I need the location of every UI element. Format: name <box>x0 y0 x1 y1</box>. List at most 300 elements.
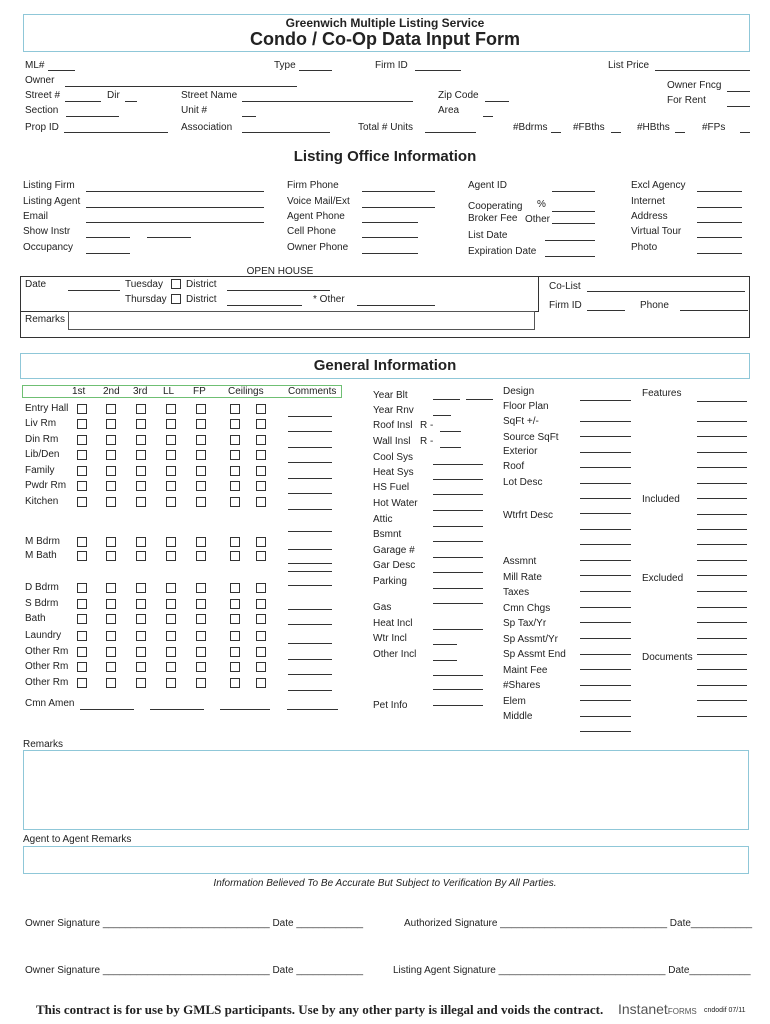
room-c5-checkbox-1[interactable] <box>106 662 116 672</box>
association-input[interactable] <box>242 121 330 133</box>
agent-phone-input[interactable] <box>362 211 418 223</box>
right1-input-8[interactable] <box>580 518 631 530</box>
far-input-4[interactable] <box>697 456 747 468</box>
form-title: Condo / Co-Op Data Input Form <box>250 29 520 49</box>
room-c1-checkbox-4[interactable] <box>196 599 206 609</box>
col-1st: 1st <box>72 386 86 397</box>
room-c3-checkbox-1[interactable] <box>106 631 116 641</box>
room-a1-checkbox-3[interactable] <box>166 419 176 429</box>
cmn-amen-label: Cmn Amen <box>25 698 75 709</box>
room-c4-checkbox-3[interactable] <box>166 647 176 657</box>
ml-input[interactable] <box>48 59 75 71</box>
room-a2-comment[interactable] <box>288 436 332 448</box>
voice-mail-input[interactable] <box>362 196 435 208</box>
right1-input-1[interactable] <box>580 410 631 422</box>
room-c3-checkbox-5[interactable] <box>230 631 240 641</box>
far-input-16[interactable] <box>697 643 747 655</box>
room-a0-checkbox-1[interactable] <box>106 404 116 414</box>
far-input-12[interactable] <box>697 580 747 592</box>
room-a6-checkbox-1[interactable] <box>106 497 116 507</box>
excl-agency-input[interactable] <box>697 180 742 192</box>
room-a6-checkbox-5[interactable] <box>230 497 240 507</box>
room-c4-checkbox-0[interactable] <box>77 647 87 657</box>
oh-date-input[interactable] <box>68 279 120 291</box>
room-a4-checkbox-1[interactable] <box>106 466 116 476</box>
room-a3-checkbox-4[interactable] <box>196 450 206 460</box>
co-phone-label: Phone <box>640 300 669 311</box>
room-a3-comment[interactable] <box>288 451 332 463</box>
room-c3-checkbox-4[interactable] <box>196 631 206 641</box>
mid-input-0[interactable] <box>433 453 483 465</box>
photo-input[interactable] <box>697 242 742 254</box>
section-input[interactable] <box>66 105 119 117</box>
room-a0-checkbox-3[interactable] <box>166 404 176 414</box>
zip-input[interactable] <box>485 90 509 102</box>
room-a2-checkbox-5[interactable] <box>230 435 240 445</box>
room-c2-checkbox-5[interactable] <box>230 614 240 624</box>
mid-label-7: Hot Water <box>373 498 418 509</box>
right1-input-10[interactable] <box>580 549 631 561</box>
co-firm-id-label: Firm ID <box>549 300 582 311</box>
pet-info-input[interactable] <box>433 694 483 706</box>
room-a4-checkbox-4[interactable] <box>196 466 206 476</box>
brand-forms: FORMS <box>667 1007 697 1016</box>
room-a1-checkbox-4[interactable] <box>196 419 206 429</box>
col-comments: Comments <box>288 386 337 397</box>
listing-office-title: Listing Office Information <box>293 148 477 165</box>
far-input-10[interactable] <box>697 549 747 561</box>
broker-fee-pct-input[interactable] <box>552 200 595 212</box>
virtual-tour-input[interactable] <box>697 226 742 238</box>
internet-label: Internet <box>631 196 665 207</box>
room-c5-checkbox-3[interactable] <box>166 662 176 672</box>
mid2-label-2: Wtr Incl <box>373 633 407 644</box>
room-c5-checkbox-4[interactable] <box>196 662 206 672</box>
fbths-input[interactable] <box>611 121 621 133</box>
mid-input-1[interactable] <box>433 468 483 480</box>
mid-label-2: Roof Insl <box>373 420 413 431</box>
firm-id-input[interactable] <box>415 59 461 71</box>
street-no-label: Street # <box>25 90 61 101</box>
room-a4-checkbox-0[interactable] <box>77 466 87 476</box>
room-c1-checkbox-0[interactable] <box>77 599 87 609</box>
right1-input-11[interactable] <box>580 564 631 576</box>
unit-input[interactable] <box>242 105 256 117</box>
room-c4-checkbox-2[interactable] <box>136 647 146 657</box>
right2-input-7[interactable] <box>580 689 631 701</box>
room-a5-checkbox-2[interactable] <box>136 481 146 491</box>
right1-input-6[interactable] <box>580 487 631 499</box>
right1-label-5: Roof <box>503 461 525 472</box>
room-c0-checkbox-0[interactable] <box>77 583 87 593</box>
room-label-a6: Kitchen <box>25 496 59 507</box>
room-c2-checkbox-1[interactable] <box>106 614 116 624</box>
year-rnv-input[interactable] <box>433 404 451 416</box>
far-input-7[interactable] <box>697 503 747 515</box>
bdrms-input[interactable] <box>551 121 561 133</box>
tuesday-checkbox[interactable] <box>171 279 181 289</box>
right1-input-0[interactable] <box>580 389 631 401</box>
right2-input-0[interactable] <box>580 580 631 592</box>
far-input-5[interactable] <box>697 472 747 484</box>
room-a5-checkbox-5[interactable] <box>230 481 240 491</box>
room-label-c0: D Bdrm <box>25 582 59 593</box>
co-list-input[interactable] <box>587 280 745 292</box>
room-a5-checkbox-6[interactable] <box>256 481 266 491</box>
mid-input-3[interactable] <box>433 499 483 511</box>
owner-phone-input[interactable] <box>362 242 418 254</box>
far-input-0[interactable] <box>697 390 747 402</box>
roof-insl-input[interactable] <box>440 420 461 432</box>
far-input-1[interactable] <box>697 410 747 422</box>
room-label-c1: S Bdrm <box>25 598 59 609</box>
room-a4-checkbox-5[interactable] <box>230 466 240 476</box>
disclaimer: Information Believed To Be Accurate But Subject to Verification By All Parties. <box>213 878 557 889</box>
extra-comment-2[interactable] <box>288 574 332 586</box>
thursday-district-label: District <box>186 294 217 305</box>
extra-comment-0[interactable] <box>288 520 332 532</box>
room-a0-checkbox-0[interactable] <box>77 404 87 414</box>
mid-input-4[interactable] <box>433 515 483 527</box>
for-rent-label: For Rent <box>667 95 706 106</box>
room-c6-checkbox-4[interactable] <box>196 678 206 688</box>
fps-label: #FPs <box>702 122 726 133</box>
far-input-6[interactable] <box>697 487 747 499</box>
right2-input-4[interactable] <box>580 643 631 655</box>
room-a4-comment[interactable] <box>288 467 332 479</box>
total-units-input[interactable] <box>425 121 476 133</box>
room-c0-checkbox-6[interactable] <box>256 583 266 593</box>
room-c3-checkbox-2[interactable] <box>136 631 146 641</box>
cmn-amen-input-1[interactable] <box>80 698 134 710</box>
room-a2-checkbox-3[interactable] <box>166 435 176 445</box>
oh-other-label: * Other <box>313 294 345 305</box>
right1-label-3: Source SqFt <box>503 432 559 443</box>
far-input-15[interactable] <box>697 627 747 639</box>
email-input[interactable] <box>86 211 264 223</box>
cmn-amen-input-2[interactable] <box>150 698 204 710</box>
room-a5-checkbox-3[interactable] <box>166 481 176 491</box>
room-label-a5: Pwdr Rm <box>25 480 67 491</box>
right2-label-1: Mill Rate <box>503 572 542 583</box>
room-b1-checkbox-2[interactable] <box>136 551 146 561</box>
room-c2-checkbox-6[interactable] <box>256 614 266 624</box>
room-a3-checkbox-3[interactable] <box>166 450 176 460</box>
room-b1-checkbox-1[interactable] <box>106 551 116 561</box>
room-b0-checkbox-5[interactable] <box>230 537 240 547</box>
room-c5-checkbox-0[interactable] <box>77 662 87 672</box>
thursday-district-input[interactable] <box>227 294 302 306</box>
listing-agent-input[interactable] <box>86 196 264 208</box>
extra-comment-1[interactable] <box>288 560 332 572</box>
right2-input-2[interactable] <box>580 611 631 623</box>
room-a5-checkbox-1[interactable] <box>106 481 116 491</box>
room-a6-checkbox-4[interactable] <box>196 497 206 507</box>
room-a1-checkbox-1[interactable] <box>106 419 116 429</box>
pet-info-label: Pet Info <box>373 700 408 711</box>
room-b1-checkbox-6[interactable] <box>256 551 266 561</box>
room-a4-checkbox-6[interactable] <box>256 466 266 476</box>
room-c3-checkbox-0[interactable] <box>77 631 87 641</box>
cell-phone-input[interactable] <box>362 226 418 238</box>
far-input-9[interactable] <box>697 533 747 545</box>
oh-other-input[interactable] <box>357 294 435 306</box>
room-c3-checkbox-6[interactable] <box>256 631 266 641</box>
tuesday-district-input[interactable] <box>227 279 330 291</box>
extra-comment-4[interactable] <box>288 613 332 625</box>
address-input[interactable] <box>697 211 742 223</box>
thursday-checkbox[interactable] <box>171 294 181 304</box>
room-a2-checkbox-6[interactable] <box>256 435 266 445</box>
broker-fee-label: Broker Fee <box>468 213 518 224</box>
room-b1-checkbox-4[interactable] <box>196 551 206 561</box>
far-input-18[interactable] <box>697 674 747 686</box>
room-b0-comment[interactable] <box>288 538 332 550</box>
show-instr-input-2[interactable] <box>147 226 191 238</box>
expiration-date-input[interactable] <box>545 245 595 257</box>
right2-input-8[interactable] <box>580 705 631 717</box>
room-c6-checkbox-3[interactable] <box>166 678 176 688</box>
room-a0-comment[interactable] <box>288 405 332 417</box>
room-c4-comment[interactable] <box>288 648 332 660</box>
occupancy-input[interactable] <box>86 242 130 254</box>
room-a3-checkbox-2[interactable] <box>136 450 146 460</box>
room-b0-checkbox-6[interactable] <box>256 537 266 547</box>
col-ceilings: Ceilings <box>228 386 264 397</box>
right2-input-9[interactable] <box>580 720 631 732</box>
room-b0-checkbox-1[interactable] <box>106 537 116 547</box>
firm-id-label: Firm ID <box>375 60 408 71</box>
room-c4-checkbox-4[interactable] <box>196 647 206 657</box>
room-label-a2: Din Rm <box>25 434 59 445</box>
agent-id-input[interactable] <box>552 180 595 192</box>
room-b0-checkbox-4[interactable] <box>196 537 206 547</box>
room-a5-checkbox-0[interactable] <box>77 481 87 491</box>
far-input-2[interactable] <box>697 425 747 437</box>
mid-label-9: Bsmnt <box>373 529 402 540</box>
room-c0-checkbox-1[interactable] <box>106 583 116 593</box>
owner-input[interactable] <box>65 75 297 87</box>
room-label-b0: M Bdrm <box>25 536 60 547</box>
listing-firm-input[interactable] <box>86 180 264 192</box>
wtrfrt-label: Wtrfrt Desc <box>503 510 553 521</box>
for-rent-input[interactable] <box>727 95 750 107</box>
room-c3-checkbox-3[interactable] <box>166 631 176 641</box>
right2-input-1[interactable] <box>580 596 631 608</box>
extra-comment-3[interactable] <box>288 598 332 610</box>
show-instr-input[interactable] <box>86 226 130 238</box>
room-b1-checkbox-5[interactable] <box>230 551 240 561</box>
photo-label: Photo <box>631 242 658 253</box>
year-blt-input-2[interactable] <box>466 388 493 400</box>
mid2-input-2[interactable] <box>433 633 457 645</box>
remarks-textarea[interactable] <box>23 750 749 830</box>
room-a6-checkbox-2[interactable] <box>136 497 146 507</box>
mid2-label-0: Gas <box>373 602 392 613</box>
room-c1-checkbox-5[interactable] <box>230 599 240 609</box>
room-c4-checkbox-5[interactable] <box>230 647 240 657</box>
room-a5-checkbox-4[interactable] <box>196 481 206 491</box>
right1-input-2[interactable] <box>580 425 631 437</box>
room-c1-checkbox-6[interactable] <box>256 599 266 609</box>
authorized-signature-line: Authorized Signature ______________________________ Date___________ <box>404 918 753 929</box>
far-input-8[interactable] <box>697 518 747 530</box>
room-c6-checkbox-2[interactable] <box>136 678 146 688</box>
right2-input-6[interactable] <box>580 674 631 686</box>
street-name-input[interactable] <box>242 90 413 102</box>
instanet-logo <box>618 1001 697 1019</box>
room-a2-checkbox-1[interactable] <box>106 435 116 445</box>
hbths-input[interactable] <box>675 121 685 133</box>
mid2-input-0[interactable] <box>433 592 483 604</box>
room-c0-checkbox-4[interactable] <box>196 583 206 593</box>
room-b0-checkbox-3[interactable] <box>166 537 176 547</box>
room-a1-checkbox-6[interactable] <box>256 419 266 429</box>
fps-input[interactable] <box>740 121 750 133</box>
room-a0-checkbox-6[interactable] <box>256 404 266 414</box>
show-instr-label: Show Instr <box>23 226 71 237</box>
co-phone-input[interactable] <box>680 299 748 311</box>
far-input-13[interactable] <box>697 596 747 608</box>
right2-label-2: Taxes <box>503 587 530 598</box>
tuesday-district-label: District <box>186 279 217 290</box>
owner-fncg-input[interactable] <box>727 80 750 92</box>
dir-input[interactable] <box>125 90 137 102</box>
mid-input-5[interactable] <box>433 530 483 542</box>
room-a6-checkbox-0[interactable] <box>77 497 87 507</box>
right1-input-7[interactable] <box>580 502 631 514</box>
room-c4-checkbox-1[interactable] <box>106 647 116 657</box>
room-c0-checkbox-2[interactable] <box>136 583 146 593</box>
cmn-amen-input-4[interactable] <box>287 698 338 710</box>
right2-input-3[interactable] <box>580 627 631 639</box>
room-a3-checkbox-5[interactable] <box>230 450 240 460</box>
room-b1-checkbox-3[interactable] <box>166 551 176 561</box>
room-b1-checkbox-0[interactable] <box>77 551 87 561</box>
room-a2-checkbox-4[interactable] <box>196 435 206 445</box>
wall-insl-input[interactable] <box>440 436 461 448</box>
mid-input-8[interactable] <box>433 577 483 589</box>
room-c1-checkbox-1[interactable] <box>106 599 116 609</box>
far-input-17[interactable] <box>697 658 747 670</box>
type-input[interactable] <box>299 59 332 71</box>
org-name: Greenwich Multiple Listing Service <box>285 16 485 30</box>
room-c3-comment[interactable] <box>288 632 332 644</box>
room-c5-comment[interactable] <box>288 663 332 675</box>
room-a1-checkbox-2[interactable] <box>136 419 146 429</box>
agent-remarks-textarea[interactable] <box>23 846 749 874</box>
excluded-label: Excluded <box>642 573 684 584</box>
room-c5-checkbox-2[interactable] <box>136 662 146 672</box>
room-c6-checkbox-5[interactable] <box>230 678 240 688</box>
far-input-11[interactable] <box>697 564 747 576</box>
room-a1-checkbox-5[interactable] <box>230 419 240 429</box>
far-input-20[interactable] <box>697 705 747 717</box>
room-a0-checkbox-4[interactable] <box>196 404 206 414</box>
room-a3-checkbox-1[interactable] <box>106 450 116 460</box>
features-label: Features <box>642 388 682 399</box>
room-c6-checkbox-1[interactable] <box>106 678 116 688</box>
remarks-label: Remarks <box>23 739 64 750</box>
mid-input-2[interactable] <box>433 483 483 495</box>
room-c6-comment[interactable] <box>288 679 332 691</box>
co-firm-id-input[interactable] <box>587 299 625 311</box>
year-blt-input[interactable] <box>433 388 460 400</box>
room-a3-checkbox-6[interactable] <box>256 450 266 460</box>
street-no-input[interactable] <box>65 90 101 102</box>
room-c5-checkbox-6[interactable] <box>256 662 266 672</box>
room-a0-checkbox-2[interactable] <box>136 404 146 414</box>
room-c2-checkbox-0[interactable] <box>77 614 87 624</box>
right2-label-8: #Shares <box>503 680 541 691</box>
room-a6-checkbox-6[interactable] <box>256 497 266 507</box>
room-c2-checkbox-3[interactable] <box>166 614 176 624</box>
room-a1-comment[interactable] <box>288 420 332 432</box>
room-c0-checkbox-3[interactable] <box>166 583 176 593</box>
street-name-label: Street Name <box>181 90 238 101</box>
oh-remarks-input[interactable] <box>68 311 535 330</box>
right2-input-5[interactable] <box>580 658 631 670</box>
list-price-input[interactable] <box>655 59 750 71</box>
room-c1-checkbox-2[interactable] <box>136 599 146 609</box>
mid-input-7[interactable] <box>433 561 483 573</box>
room-a6-checkbox-3[interactable] <box>166 497 176 507</box>
mid2-input-1[interactable] <box>433 618 483 630</box>
broker-fee-other-input[interactable] <box>552 212 595 224</box>
mid-label-5: Heat Sys <box>373 467 414 478</box>
far-input-14[interactable] <box>697 611 747 623</box>
room-c0-checkbox-5[interactable] <box>230 583 240 593</box>
right1-input-4[interactable] <box>580 456 631 468</box>
right1-input-3[interactable] <box>580 441 631 453</box>
room-a2-checkbox-2[interactable] <box>136 435 146 445</box>
room-b0-checkbox-0[interactable] <box>77 537 87 547</box>
room-b0-checkbox-2[interactable] <box>136 537 146 547</box>
right1-label-0: Design <box>503 386 535 397</box>
list-date-input[interactable] <box>545 229 595 241</box>
co-list-label: Co-List <box>549 281 581 292</box>
room-a3-checkbox-0[interactable] <box>77 450 87 460</box>
room-c2-checkbox-2[interactable] <box>136 614 146 624</box>
room-c4-checkbox-6[interactable] <box>256 647 266 657</box>
mid-input-6[interactable] <box>433 546 483 558</box>
room-c5-checkbox-5[interactable] <box>230 662 240 672</box>
room-a5-comment[interactable] <box>288 482 332 494</box>
room-a2-checkbox-0[interactable] <box>77 435 87 445</box>
room-c6-checkbox-6[interactable] <box>256 678 266 688</box>
mid2-input-3[interactable] <box>433 649 457 661</box>
firm-phone-input[interactable] <box>362 180 435 192</box>
room-c1-checkbox-3[interactable] <box>166 599 176 609</box>
room-a4-checkbox-2[interactable] <box>136 466 146 476</box>
room-a1-checkbox-0[interactable] <box>77 419 87 429</box>
area-input[interactable] <box>483 105 493 117</box>
right1-input-5[interactable] <box>580 472 631 484</box>
cmn-amen-input-3[interactable] <box>220 698 270 710</box>
room-a0-checkbox-5[interactable] <box>230 404 240 414</box>
right1-input-9[interactable] <box>580 533 631 545</box>
room-c6-checkbox-0[interactable] <box>77 678 87 688</box>
mid2-input-5[interactable] <box>433 678 483 690</box>
prop-id-input[interactable] <box>64 121 168 133</box>
room-a4-checkbox-3[interactable] <box>166 466 176 476</box>
far-input-3[interactable] <box>697 441 747 453</box>
far-input-19[interactable] <box>697 689 747 701</box>
mid2-input-4[interactable] <box>433 664 483 676</box>
room-a6-comment[interactable] <box>288 498 332 510</box>
room-c2-checkbox-4[interactable] <box>196 614 206 624</box>
internet-input[interactable] <box>697 196 742 208</box>
